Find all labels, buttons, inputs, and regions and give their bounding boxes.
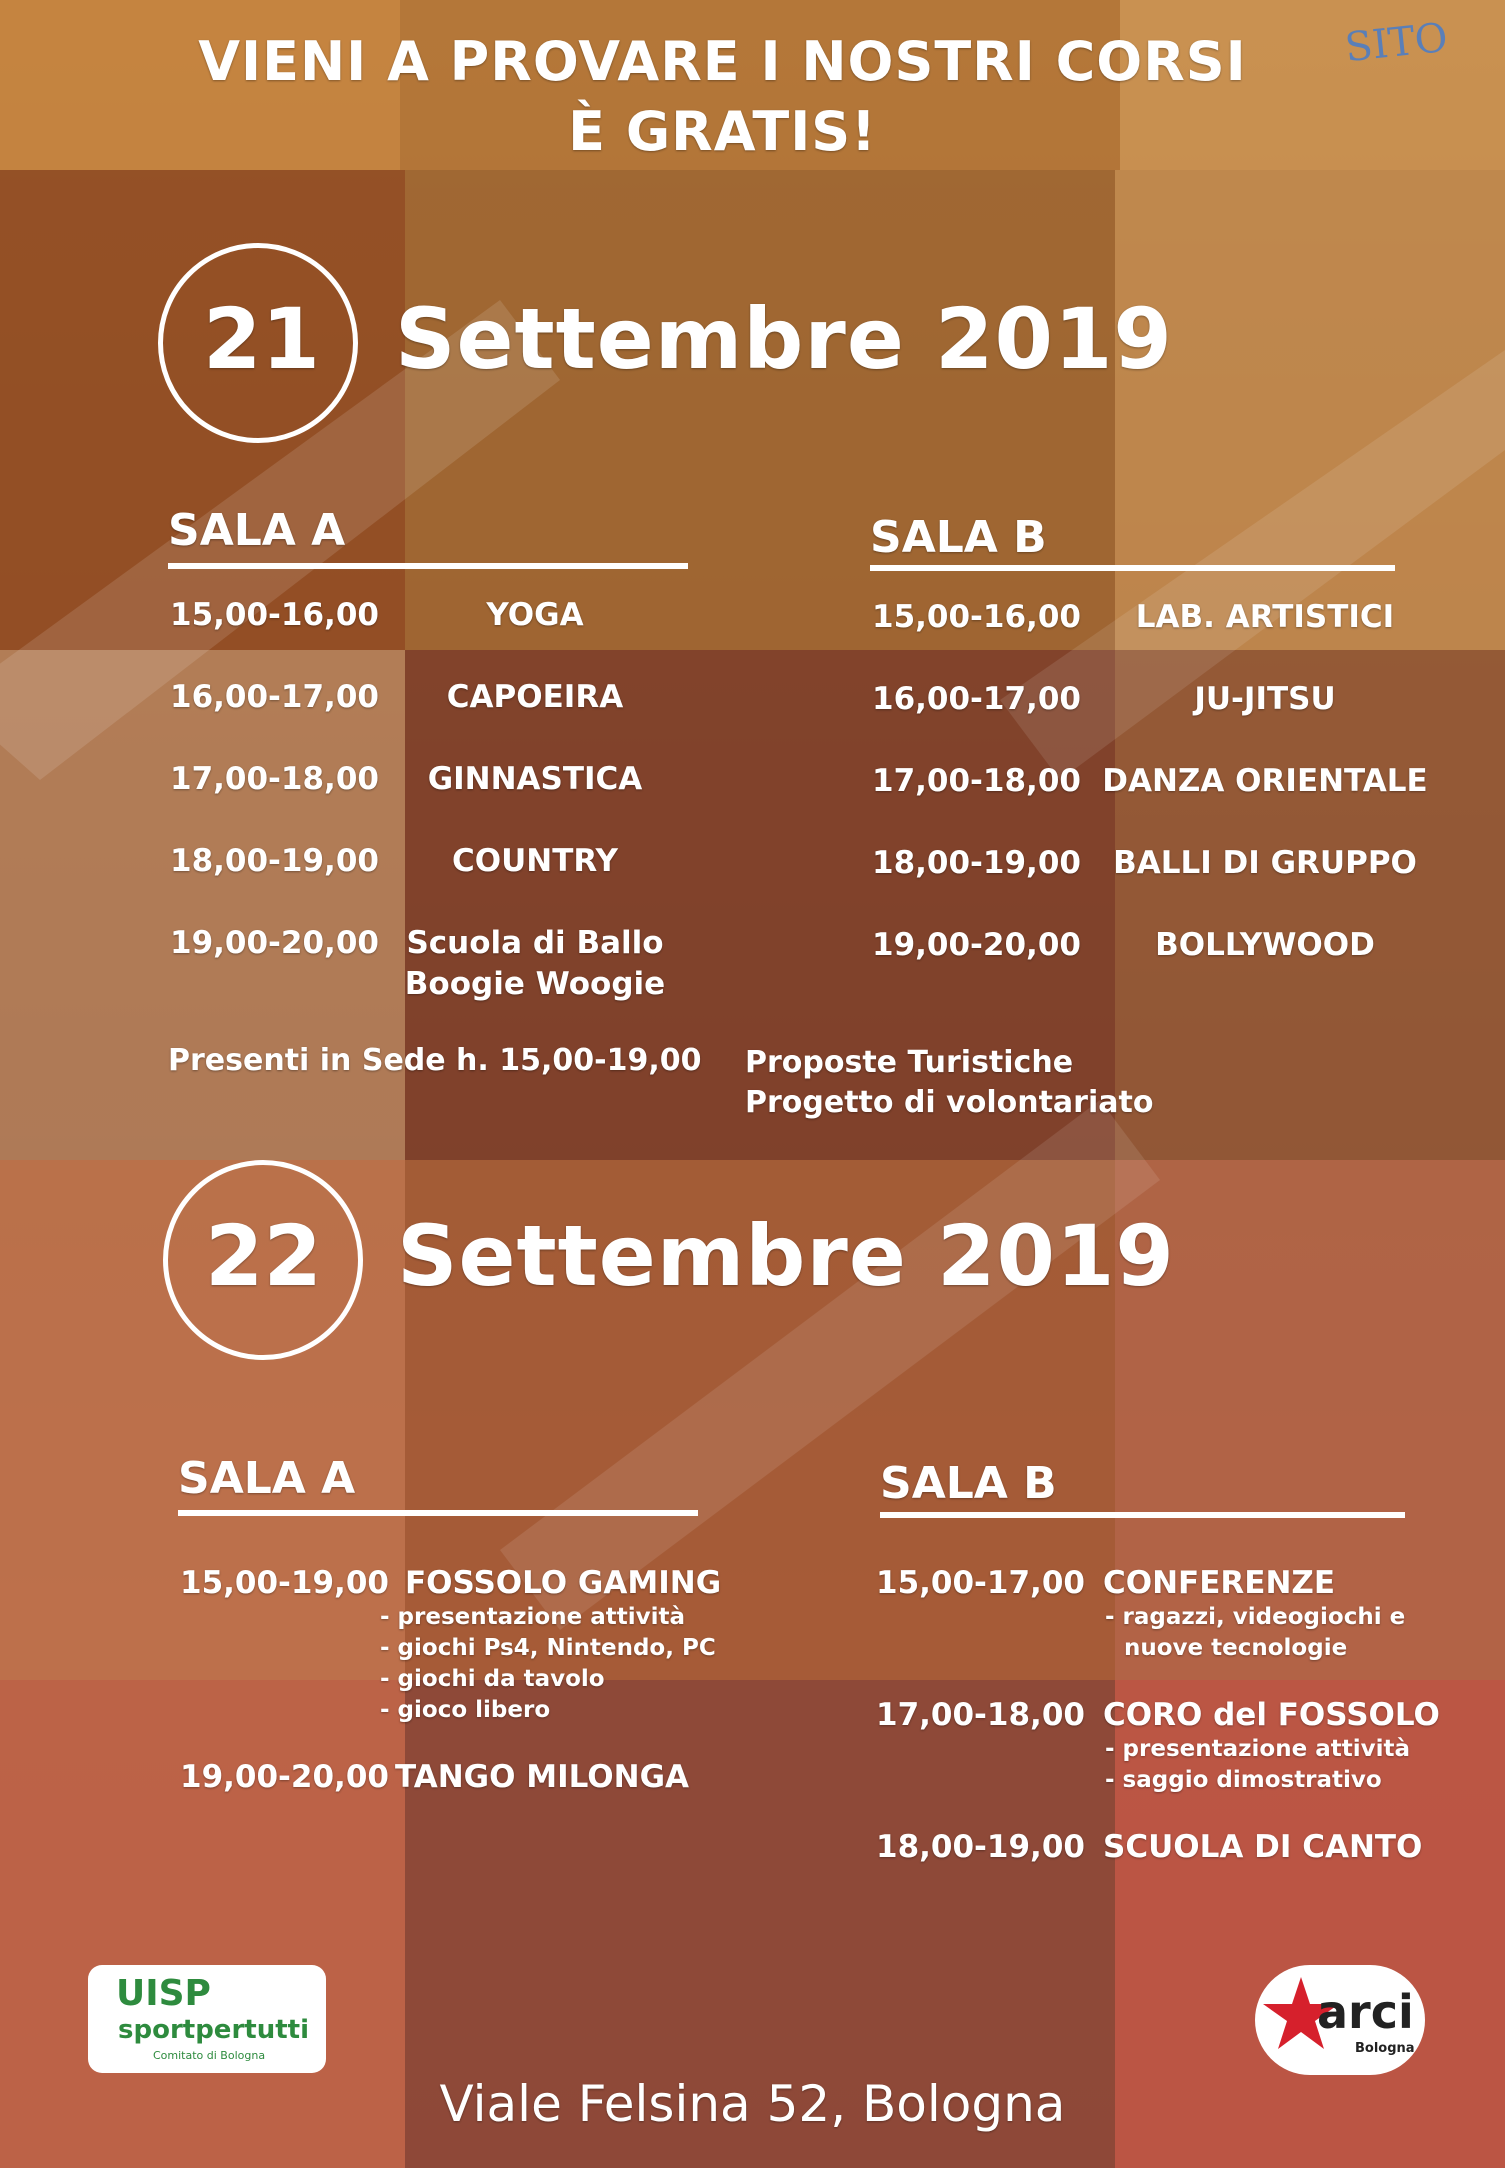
schedule-course: LAB. ARTISTICI: [1135, 599, 1395, 635]
headline-line-2: È GRATIS!: [568, 100, 877, 163]
schedule-time: 19,00-20,00: [180, 1759, 389, 1795]
day1-sala-a-rule: [168, 563, 688, 569]
schedule-course: GINNASTICA: [427, 761, 643, 797]
schedule-detail: - gioco libero: [380, 1697, 551, 1723]
schedule-time: 19,00-20,00: [872, 927, 1081, 963]
schedule-time: 15,00-16,00: [872, 599, 1081, 635]
schedule-detail: - ragazzi, videogiochi e: [1105, 1604, 1406, 1630]
schedule-course: CAPOEIRA: [446, 679, 624, 715]
schedule-time: 18,00-19,00: [170, 843, 379, 879]
schedule-time: 18,00-19,00: [872, 845, 1081, 881]
day1-note-left: Presenti in Sede h. 15,00-19,00: [168, 1043, 702, 1078]
schedule-detail: - presentazione attività: [1105, 1736, 1410, 1762]
day2-sala-b-rule: [880, 1512, 1405, 1518]
schedule-detail: - presentazione attività: [380, 1604, 685, 1630]
day1-note-right-2: Progetto di volontariato: [745, 1085, 1154, 1120]
uisp-logo-sub: Comitato di Bologna: [153, 2049, 266, 2062]
day1-sala-b-rule: [870, 565, 1395, 571]
schedule-time: 16,00-17,00: [170, 679, 379, 715]
footer-address: Viale Felsina 52, Bologna: [439, 2075, 1066, 2133]
schedule-course: CONFERENZE: [1103, 1565, 1336, 1601]
schedule-time: 17,00-18,00: [876, 1697, 1085, 1733]
schedule-course: BOLLYWOOD: [1155, 927, 1375, 963]
arci-logo-sub: Bologna: [1355, 2041, 1415, 2056]
schedule-course: DANZA ORIENTALE: [1102, 763, 1428, 799]
schedule-course: COUNTRY: [452, 843, 618, 879]
day1-sala-a-label: SALA A: [168, 505, 346, 556]
headline-line-1: VIENI A PROVARE I NOSTRI CORSI: [198, 30, 1247, 93]
day2-sala-b-label: SALA B: [880, 1458, 1057, 1509]
schedule-course: CORO del FOSSOLO: [1103, 1697, 1440, 1733]
schedule-time: 15,00-19,00: [180, 1565, 389, 1601]
uisp-logo: [88, 1965, 326, 2073]
schedule-course: TANGO MILONGA: [395, 1759, 690, 1795]
uisp-logo-name: UISP: [116, 1973, 211, 2014]
schedule-time: 15,00-17,00: [876, 1565, 1085, 1601]
schedule-course: FOSSOLO GAMING: [405, 1565, 722, 1601]
day2-title: Settembre 2019: [397, 1207, 1175, 1305]
schedule-detail: - giochi da tavolo: [380, 1666, 605, 1692]
schedule-detail: - saggio dimostrativo: [1105, 1767, 1382, 1793]
schedule-course: BALLI DI GRUPPO: [1113, 845, 1417, 881]
handwritten-note: SITO: [1342, 14, 1450, 72]
schedule-course: SCUOLA DI CANTO: [1103, 1829, 1423, 1865]
schedule-course-line2: Boogie Woogie: [404, 966, 666, 1002]
day1-number: 21: [203, 290, 320, 388]
day2-sala-a-label: SALA A: [178, 1453, 356, 1504]
day2-sala-a-rule: [178, 1510, 698, 1516]
arci-logo-name: arci: [1317, 1985, 1414, 2039]
schedule-detail: - giochi Ps4, Nintendo, PC: [380, 1635, 716, 1661]
schedule-time: 19,00-20,00: [170, 925, 379, 961]
day1-title: Settembre 2019: [395, 290, 1173, 388]
day2-number: 22: [205, 1207, 322, 1305]
uisp-logo-tagline: sportpertutti: [118, 2015, 309, 2045]
arci-logo: [1255, 1965, 1425, 2075]
schedule-time: 15,00-16,00: [170, 597, 379, 633]
day1-note-right-1: Proposte Turistiche: [745, 1045, 1074, 1080]
schedule-time: 17,00-18,00: [872, 763, 1081, 799]
schedule-time: 17,00-18,00: [170, 761, 379, 797]
schedule-detail: nuove tecnologie: [1124, 1635, 1348, 1661]
schedule-course: YOGA: [486, 597, 584, 633]
schedule-course: Scuola di Ballo: [406, 925, 664, 961]
day1-sala-b-label: SALA B: [870, 512, 1047, 563]
schedule-time: 18,00-19,00: [876, 1829, 1085, 1865]
schedule-course: JU-JITSU: [1194, 681, 1336, 717]
schedule-time: 16,00-17,00: [872, 681, 1081, 717]
